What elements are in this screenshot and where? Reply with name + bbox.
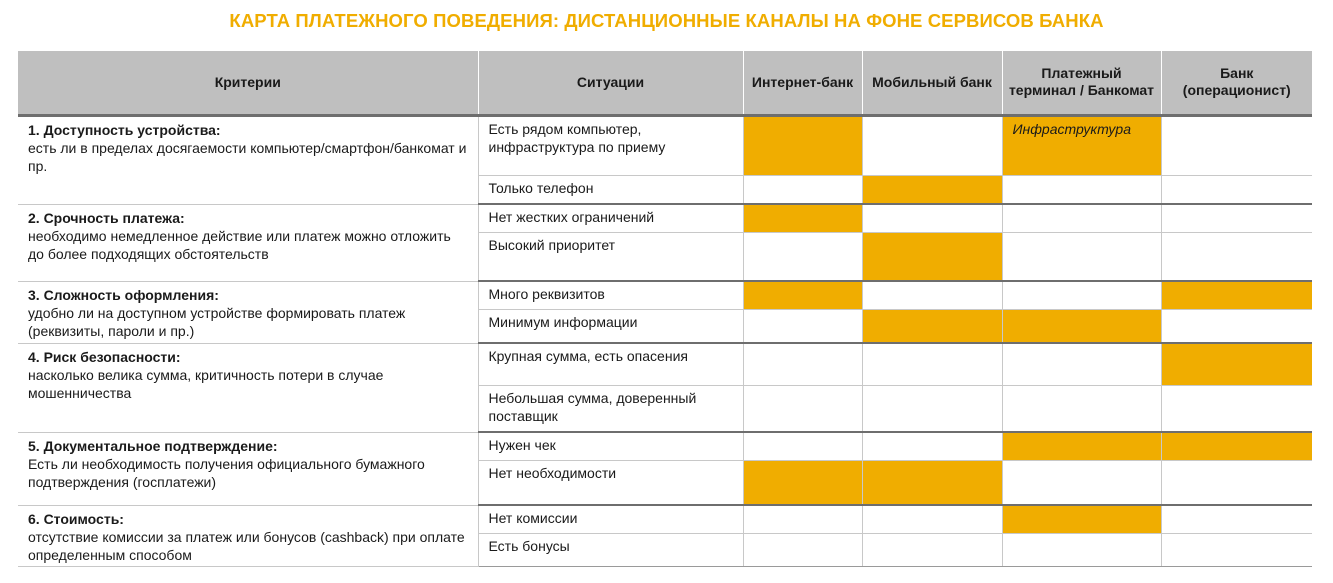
mark-terminal xyxy=(1002,505,1161,533)
mark-terminal xyxy=(1002,343,1161,385)
situation-cell: Минимум информации xyxy=(478,309,743,343)
header-terminal: Платежный терминал / Банкомат xyxy=(1002,51,1161,115)
situation-cell: Много реквизитов xyxy=(478,281,743,309)
header-row xyxy=(18,51,1312,115)
mark-internet-bank xyxy=(743,232,862,281)
mark-bank xyxy=(1161,281,1312,309)
situation-cell: Нужен чек xyxy=(478,432,743,460)
mark-internet-bank xyxy=(743,175,862,204)
criterion-description: есть ли в пределах досягаемости компьютер/смартфон/банкомат и пр. xyxy=(28,139,467,174)
mark-mobile-bank xyxy=(862,204,1002,232)
mark-mobile-bank xyxy=(862,533,1002,566)
payment-behavior-table xyxy=(18,51,1312,567)
criterion-cell xyxy=(18,281,478,343)
header-mobile-bank: Мобильный банк xyxy=(862,51,1002,115)
mark-internet-bank xyxy=(743,204,862,232)
situation-cell: Есть рядом компьютер, инфраструктура по приему xyxy=(478,115,743,175)
criterion-cell xyxy=(18,432,478,505)
mark-mobile-bank xyxy=(862,343,1002,385)
criterion-title: 5. Документальное подтверждение: xyxy=(28,437,278,454)
mark-terminal xyxy=(1002,533,1161,566)
criterion-cell xyxy=(18,343,478,432)
criterion-description: удобно ли на доступном устройстве формировать платеж (реквизиты, пароли и пр.) xyxy=(28,304,406,339)
mark-terminal xyxy=(1002,432,1161,460)
mark-internet-bank xyxy=(743,533,862,566)
criterion-description: Есть ли необходимость получения официального бумажного подтверждения (госплатежи) xyxy=(28,455,425,490)
mark-terminal xyxy=(1002,385,1161,432)
mark-terminal xyxy=(1002,460,1161,505)
criterion-title: 6. Стоимость: xyxy=(28,510,124,527)
mark-mobile-bank xyxy=(862,309,1002,343)
mark-bank xyxy=(1161,460,1312,505)
header-bank: Банк (операционист) xyxy=(1161,51,1312,115)
situation-cell: Небольшая сумма, доверенный поставщик xyxy=(478,385,743,432)
mark-mobile-bank xyxy=(862,432,1002,460)
mark-mobile-bank xyxy=(862,385,1002,432)
mark-terminal xyxy=(1002,281,1161,309)
criterion-title: 3. Сложность оформления: xyxy=(28,286,219,303)
mark-terminal xyxy=(1002,232,1161,281)
mark-bank xyxy=(1161,533,1312,566)
mark-internet-bank xyxy=(743,505,862,533)
criterion-description: отсутствие комиссии за платеж или бонусов (cashback) при оплате определенным способом xyxy=(28,528,465,563)
mark-mobile-bank xyxy=(862,281,1002,309)
table-row xyxy=(18,204,1312,232)
situation-cell: Есть бонусы xyxy=(478,533,743,566)
situation-cell: Нет необходимости xyxy=(478,460,743,505)
mark-bank xyxy=(1161,505,1312,533)
mark-terminal xyxy=(1002,204,1161,232)
situation-cell: Нет жестких ограничений xyxy=(478,204,743,232)
header-criteria: Критерии xyxy=(18,51,478,115)
mark-internet-bank xyxy=(743,309,862,343)
header-situations: Ситуации xyxy=(478,51,743,115)
mark-bank xyxy=(1161,115,1312,175)
mark-mobile-bank xyxy=(862,505,1002,533)
mark-mobile-bank xyxy=(862,232,1002,281)
mark-bank xyxy=(1161,232,1312,281)
page-title: КАРТА ПЛАТЕЖНОГО ПОВЕДЕНИЯ: ДИСТАНЦИОННЫЕ КАНАЛЫ НА ФОНЕ СЕРВИСОВ БАНКА xyxy=(229,10,1104,31)
mark-note: Инфраструктура xyxy=(1012,120,1132,137)
criterion-cell xyxy=(18,204,478,281)
mark-mobile-bank xyxy=(862,175,1002,204)
mark-internet-bank xyxy=(743,460,862,505)
mark-internet-bank xyxy=(743,385,862,432)
situation-cell: Нет комиссии xyxy=(478,505,743,533)
mark-bank xyxy=(1161,385,1312,432)
criterion-description: насколько велика сумма, критичность потери в случае мошенничества xyxy=(28,366,384,401)
mark-internet-bank xyxy=(743,343,862,385)
mark-terminal xyxy=(1002,115,1161,175)
table-row xyxy=(18,343,1312,385)
situation-cell: Только телефон xyxy=(478,175,743,204)
mark-internet-bank xyxy=(743,281,862,309)
criterion-description: необходимо немедленное действие или платеж можно отложить до более подходящих обстоятельств xyxy=(28,227,451,262)
criterion-title: 2. Срочность платежа: xyxy=(28,209,185,226)
mark-mobile-bank xyxy=(862,115,1002,175)
mark-bank xyxy=(1161,204,1312,232)
table-row xyxy=(18,432,1312,460)
mark-internet-bank xyxy=(743,115,862,175)
situation-cell: Крупная сумма, есть опасения xyxy=(478,343,743,385)
mark-bank xyxy=(1161,175,1312,204)
mark-bank xyxy=(1161,343,1312,385)
criterion-title: 4. Риск безопасности: xyxy=(28,348,181,365)
mark-mobile-bank xyxy=(862,460,1002,505)
criterion-cell xyxy=(18,115,478,204)
table-row xyxy=(18,281,1312,309)
criterion-title: 1. Доступность устройства: xyxy=(28,121,221,138)
table-row xyxy=(18,115,1312,175)
criterion-cell xyxy=(18,505,478,566)
mark-terminal xyxy=(1002,175,1161,204)
mark-terminal xyxy=(1002,309,1161,343)
mark-internet-bank xyxy=(743,432,862,460)
table-row xyxy=(18,505,1312,533)
mark-bank xyxy=(1161,309,1312,343)
mark-bank xyxy=(1161,432,1312,460)
situation-cell: Высокий приоритет xyxy=(478,232,743,281)
header-internet-bank: Интернет-банк xyxy=(743,51,862,115)
